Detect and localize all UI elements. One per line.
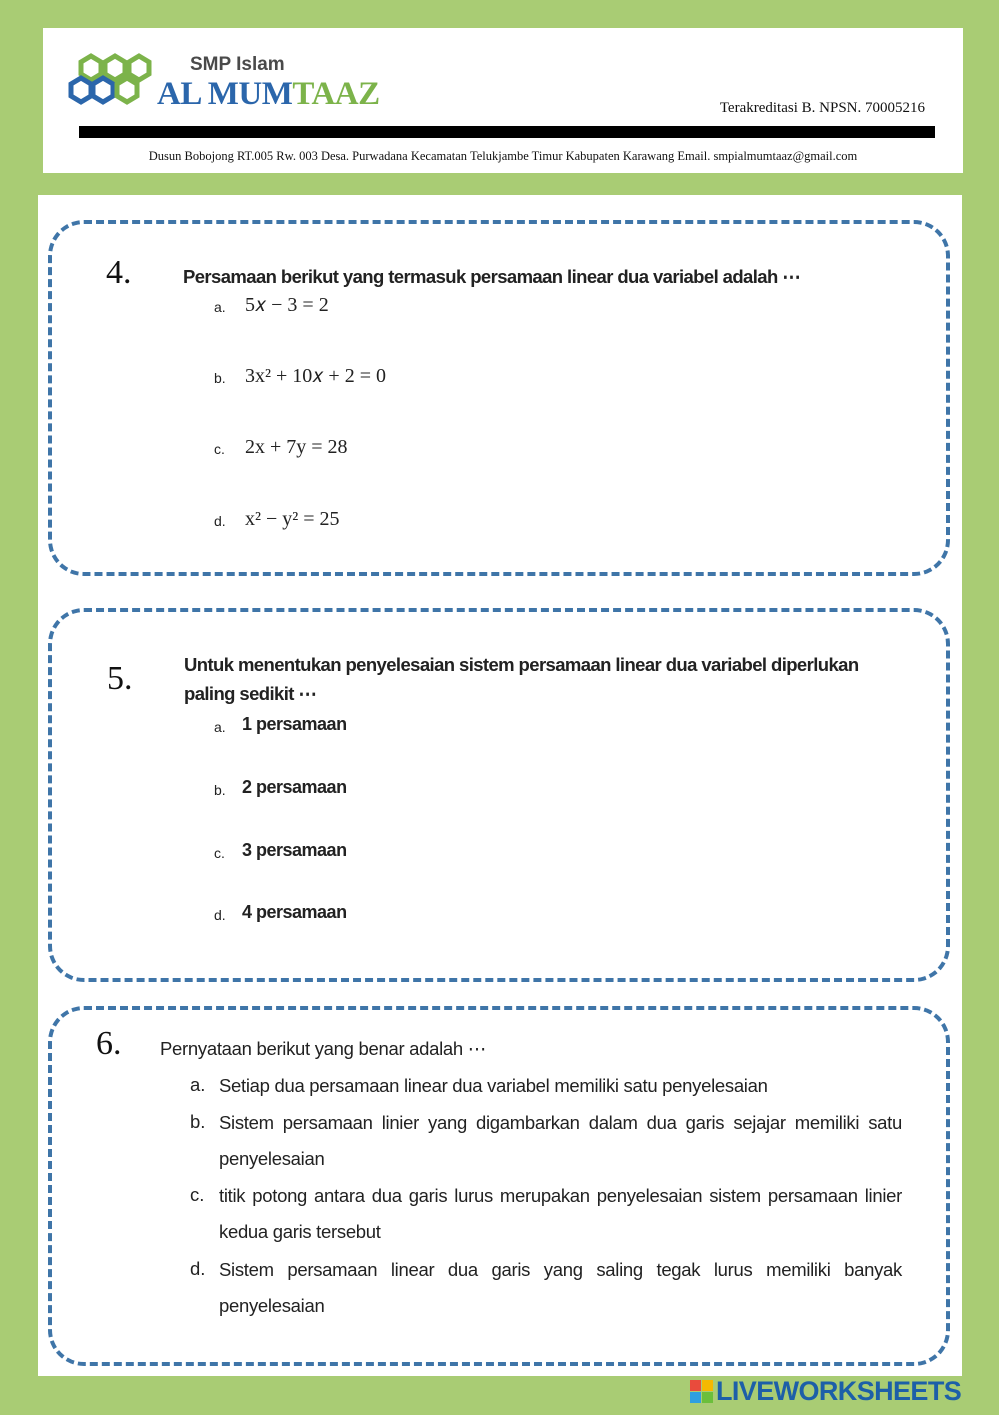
question-4-option-d-letter: d.	[214, 513, 226, 529]
question-5-option-b[interactable]: 2 persamaan	[242, 777, 347, 797]
question-6-option-d-letter: d.	[190, 1258, 206, 1279]
school-name-part1: AL MUM	[157, 76, 293, 112]
question-5-option-c[interactable]: 3 persamaan	[242, 840, 347, 860]
question-5-option-a-letter: a.	[214, 719, 226, 735]
school-prefix: SMP Islam	[190, 54, 285, 75]
hexagon-rings-icon	[67, 52, 157, 112]
header-divider	[79, 126, 935, 138]
question-4-option-d[interactable]: x² − y² = 25	[245, 508, 340, 530]
school-name-part2: TAAZ	[292, 76, 380, 112]
question-4-option-c[interactable]: 2x + 7y = 28	[245, 436, 348, 458]
school-address: Dusun Bobojong RT.005 Rw. 003 Desa. Purwadana Kecamatan Telukjambe Timur Kabupaten Karawang Email. smpialmumtaaz@gmail.com	[148, 149, 858, 163]
accreditation-text: Terakreditasi B. NPSN. 70005216	[719, 100, 925, 116]
question-5-option-b-letter: b.	[214, 782, 226, 798]
question-5-option-d[interactable]: 4 persamaan	[242, 902, 347, 922]
question-6-option-b-letter: b.	[190, 1111, 206, 1132]
question-6-option-b[interactable]: Sistem persamaan linier yang digambarkan dalam dua garis sejajar memiliki satu penyelesaian	[219, 1112, 902, 1169]
question-4-option-a[interactable]: 5𝑥 − 3 = 2	[245, 294, 329, 316]
liveworksheets-squares-icon	[690, 1380, 714, 1404]
question-6-text: Pernyataan berikut yang benar adalah ⋯	[160, 1038, 486, 1059]
question-6-option-a[interactable]: Setiap dua persamaan linear dua variabel memiliki satu penyelesaian	[219, 1075, 768, 1096]
question-4-number: 4.	[106, 254, 132, 291]
question-4-text: Persamaan berikut yang termasuk persamaan linear dua variabel adalah ⋯	[183, 266, 801, 287]
question-4-option-c-letter: c.	[214, 441, 225, 457]
liveworksheets-logo	[690, 1376, 990, 1410]
liveworksheets-brand: LIVEWORKSHEETS	[716, 1376, 962, 1406]
question-5-text-line1: Untuk menentukan penyelesaian sistem persamaan linear dua variabel diperlukan	[184, 654, 859, 675]
question-5-option-d-letter: d.	[214, 907, 226, 923]
question-6-option-a-letter: a.	[190, 1074, 206, 1095]
question-6-option-d[interactable]: Sistem persamaan linear dua garis yang saling tegak lurus memiliki banyak penyelesaian	[219, 1259, 902, 1316]
question-6-option-c-letter: c.	[190, 1184, 205, 1205]
question-4-option-b-letter: b.	[214, 370, 226, 386]
school-logo	[67, 48, 380, 112]
question-5-option-c-letter: c.	[214, 845, 225, 861]
header-card	[43, 28, 963, 173]
question-5-text-line2: paling sedikit ⋯	[184, 683, 317, 704]
question-4-option-a-letter: a.	[214, 299, 226, 315]
question-5-option-a[interactable]: 1 persamaan	[242, 714, 347, 734]
question-5-number: 5.	[107, 660, 133, 697]
question-6-option-c[interactable]: titik potong antara dua garis lurus merupakan penyelesaian sistem persamaan linier kedua garis tersebut	[219, 1185, 902, 1242]
school-name	[157, 76, 380, 113]
question-4-option-b[interactable]: 3x² + 10𝑥 + 2 = 0	[245, 365, 386, 387]
question-6-number: 6.	[96, 1025, 122, 1062]
